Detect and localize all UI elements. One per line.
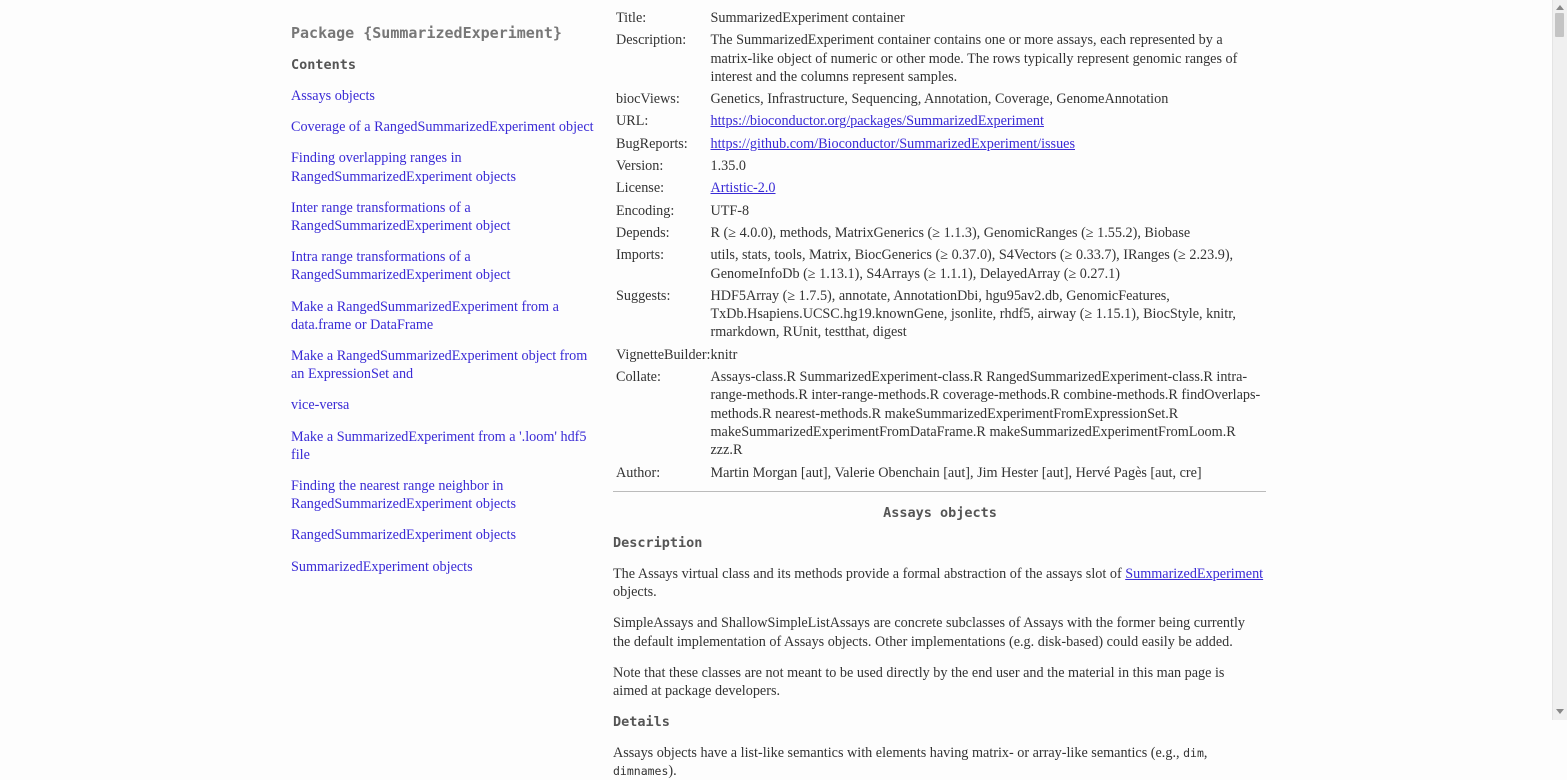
toc-item [291,428,601,464]
toc-item [291,526,601,544]
text: The Assays virtual class and its methods provide a formal abstraction of the assays slot of [613,565,1126,582]
section-title: Assays objects [883,504,997,521]
meta-key: Version: [616,158,664,175]
scroll-down-arrow-icon[interactable] [1556,709,1564,714]
toc-link-se-objects[interactable]: SummarizedExperiment objects [291,558,473,575]
meta-row-description [613,30,1267,89]
details-paragraph-1 [613,744,1267,780]
description-paragraph-3: Note that these classes are not meant to be used directly by the end user and the material in this man page is aimed at package developers. [613,665,1225,700]
meta-value: UTF-8 [710,202,750,219]
toc-item [291,558,601,576]
meta-row-author [613,463,1267,485]
toc-item [291,347,601,383]
contents-heading: Contents [291,57,357,73]
meta-key: License: [616,180,665,197]
meta-key: Imports: [616,247,665,264]
url-link[interactable]: https://bioconductor.org/packages/SummarizedExperiment [710,113,1044,130]
meta-row-title [613,8,1267,30]
contents-list [291,87,601,576]
meta-key: Depends: [616,224,670,241]
toc-item [291,149,601,185]
toc-link-rse-objects[interactable]: RangedSummarizedExperiment objects [291,527,516,544]
toc-link-assays-objects[interactable]: Assays objects [291,88,375,104]
bugreports-link[interactable]: https://github.com/Bioconductor/SummarizedExperiment/issues [710,135,1075,152]
meta-key: Encoding: [616,202,675,219]
meta-key: URL: [616,113,649,130]
meta-key: Suggests: [616,287,671,304]
summarizedexperiment-link[interactable]: SummarizedExperiment [1125,565,1264,582]
code-dimnames: dimnames [613,763,669,778]
meta-row-suggests [613,286,1267,345]
meta-value: Genetics, Infrastructure, Sequencing, Annotation, Coverage, GenomeAnnotation [710,91,1169,108]
meta-row-version [613,156,1267,178]
meta-row-license [613,178,1267,200]
section-divider [613,491,1266,492]
meta-value: SummarizedExperiment container [710,10,905,26]
text: Assays objects have a list-like semantics with elements having matrix- or array-like semantics (e.g., [613,744,1184,761]
toc-link-find-overlaps[interactable]: Finding overlapping ranges in RangedSummarizedExperiment objects [291,150,516,185]
meta-key: Collate: [616,369,661,386]
toc-link-inter-range[interactable]: Inter range transformations of a RangedSummarizedExperiment object [291,199,511,235]
toc-item [291,298,601,334]
toc-item [291,199,601,235]
license-link[interactable]: Artistic-2.0 [710,180,776,197]
meta-key: Description: [616,32,687,49]
toc-link-make-rse-expressionset[interactable]: Make a RangedSummarizedExperiment object from an ExpressionSet and [291,348,588,383]
toc-item [291,87,601,105]
meta-value: knitr [710,346,738,363]
vertical-scrollbar[interactable] [1552,0,1567,720]
description-paragraph-1 [613,565,1267,602]
meta-key: Author: [616,464,661,481]
code-dim: dim [1183,745,1204,760]
toc-link-intra-range[interactable]: Intra range transformations of a RangedSummarizedExperiment object [291,249,511,284]
package-title: Package {SummarizedExperiment} [291,24,562,42]
meta-value: Martin Morgan [aut], Valerie Obenchain [aut], Jim Hester [aut], Hervé Pagès [aut, cre] [710,464,1202,481]
scroll-up-arrow-icon[interactable] [1556,5,1564,10]
sidebar [291,22,601,589]
toc-link-make-rse-dataframe[interactable]: Make a RangedSummarizedExperiment from a data.frame or DataFrame [291,298,559,333]
description-paragraph-2: SimpleAssays and ShallowSimpleListAssays are concrete subclasses of Assays with the former being currently the default implementation of Assays objects. Other implementations (e.g. disk-based) could easily be added. [613,615,1246,650]
toc-link-nearest[interactable]: Finding the nearest range neighbor in RangedSummarizedExperiment objects [291,478,516,513]
toc-item [291,118,601,136]
meta-value: R (≥ 4.0.0), methods, MatrixGenerics (≥ 1.1.3), GenomicRanges (≥ 1.55.2), Biobase [710,224,1191,241]
text: , [1203,744,1208,761]
toc-item [291,396,601,414]
meta-row-vignettebuilder [613,345,1267,367]
meta-value: utils, stats, tools, Matrix, BiocGenerics (≥ 0.37.0), S4Vectors (≥ 0.33.7), IRanges (≥ 2.23.9), GenomeInfoDb (≥ 1.13.1), S4Arrays (≥ 1.1.1), DelayedArray (≥ 0.27.1) [710,247,1234,282]
meta-value: The SummarizedExperiment container contains one or more assays, each represented by a matrix-like object of numeric or other mode. The rows typically represent genomic ranges of interest and the columns represent samples. [710,32,1238,85]
details-heading: Details [613,713,670,730]
main-content [613,8,1267,780]
meta-key: BugReports: [616,135,688,152]
meta-key: VignetteBuilder: [616,346,711,363]
toc-link-make-se-loom[interactable]: Make a SummarizedExperiment from a '.loom' hdf5 file [291,428,587,463]
meta-value: Assays-class.R SummarizedExperiment-class.R RangedSummarizedExperiment-class.R intra-range-methods.R inter-range-methods.R coverage-methods.R combine-methods.R findOverlaps-methods.R nearest-methods.R makeSummarizedExperimentFromExpressionSet.R makeSummarizedExperimentFromDataFrame.R makeSummarizedExperimentFromLoom.R zzz.R [710,369,1261,459]
toc-link-vice-versa[interactable]: vice-versa [291,397,350,414]
meta-value: HDF5Array (≥ 1.7.5), annotate, AnnotationDbi, hgu95av2.db, GenomicFeatures, TxDb.Hsapiens.UCSC.hg19.knownGene, jsonlite, rhdf5, airway (≥ 1.15.1), BiocStyle, knitr, rmarkdown, RUnit, testthat, digest [710,287,1236,341]
meta-value: 1.35.0 [710,158,746,175]
meta-row-depends [613,223,1267,245]
toc-link-coverage[interactable]: Coverage of a RangedSummarizedExperiment object [291,119,594,136]
toc-item [291,248,601,284]
package-metadata-table [613,8,1267,485]
description-heading: Description [613,534,703,551]
meta-key: biocViews: [616,91,680,108]
text: objects. [613,584,657,601]
meta-row-bugreports [613,134,1267,156]
text: ). [668,762,677,779]
toc-item [291,477,601,513]
meta-row-imports [613,245,1267,286]
meta-row-encoding [613,201,1267,223]
meta-row-collate [613,367,1267,462]
scrollbar-thumb[interactable] [1555,13,1564,37]
meta-row-url [613,111,1267,133]
meta-key: Title: [616,10,647,26]
meta-row-biocviews [613,89,1267,111]
